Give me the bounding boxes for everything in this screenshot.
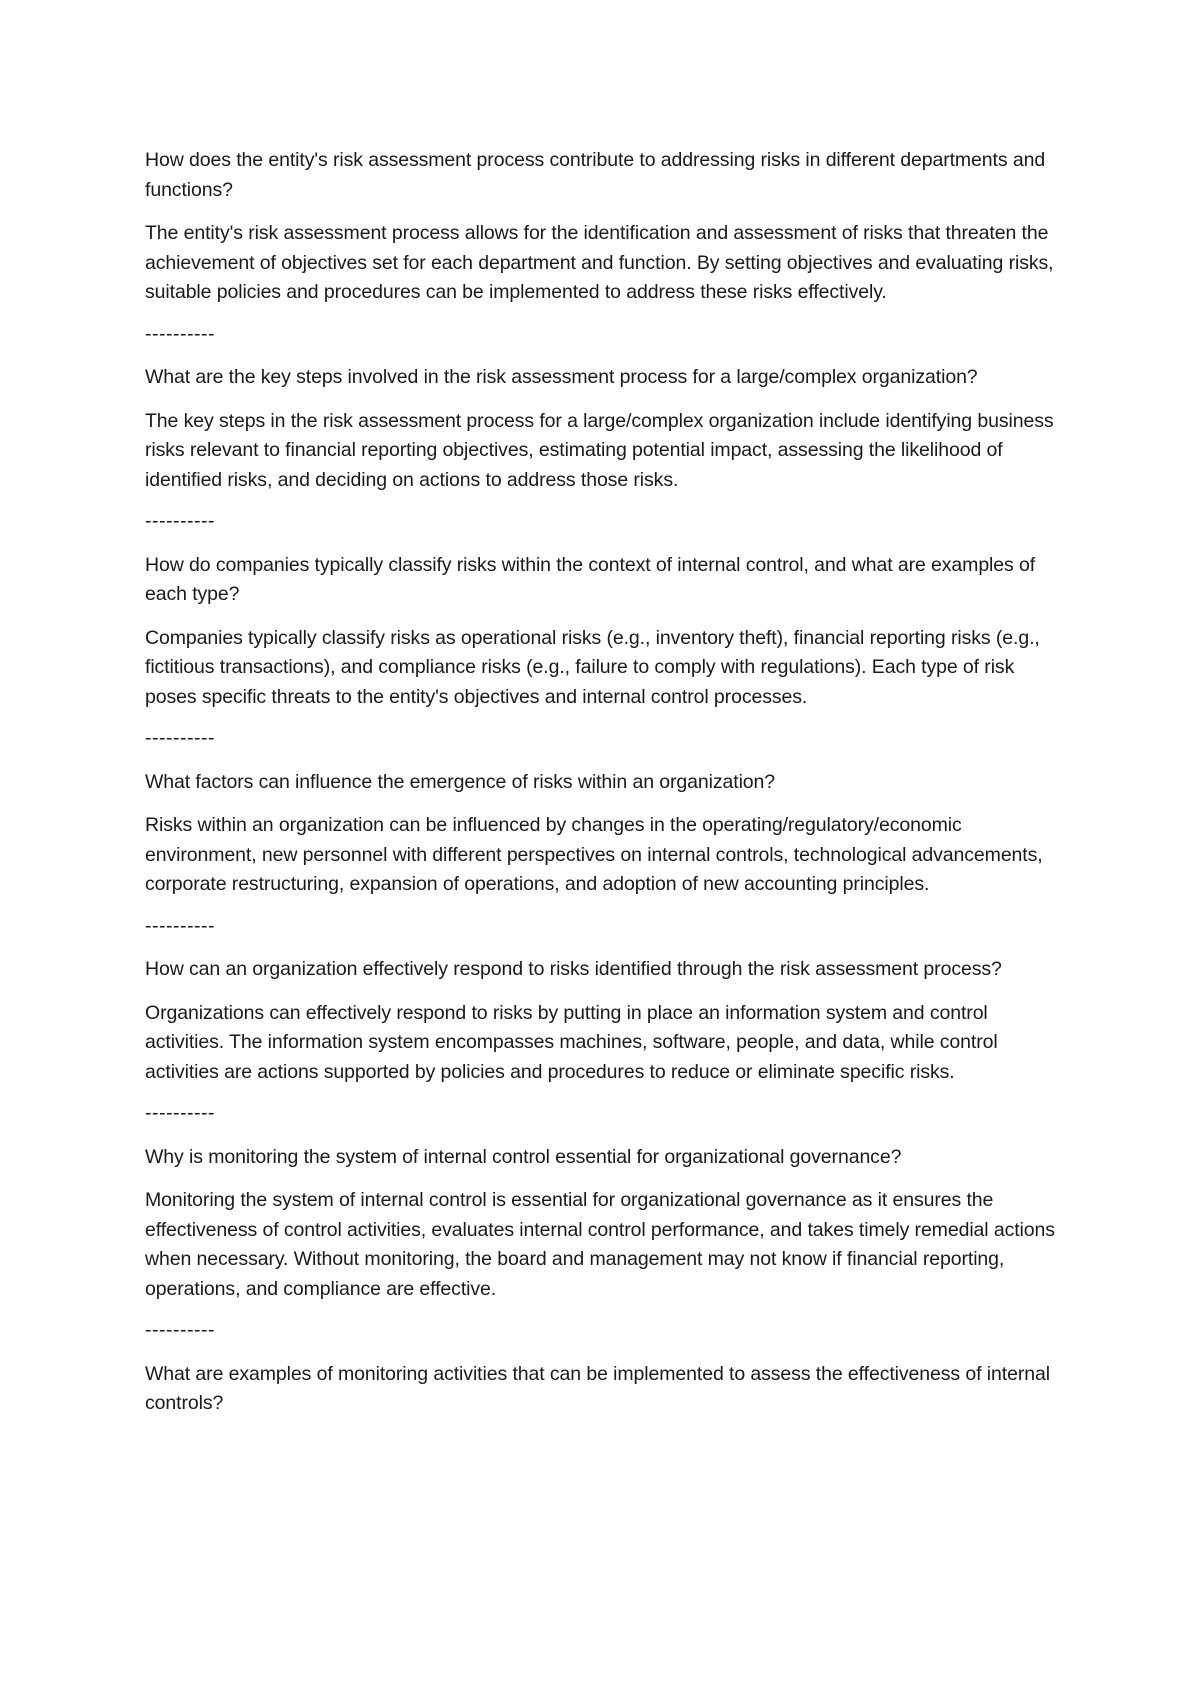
separator-line: ---------- [145,510,215,532]
separator-line: ---------- [145,322,215,345]
question-text: How does the entity's risk assessment process contribute to addressing risks in different departments and functions? [145,149,1046,201]
qa-block [145,1360,1065,1419]
answer-text: Organizations can effectively respond to risks by putting in place an information system and control activities. The information system encompasses machines, software, people, and data, while control activities are actions supported by policies and procedures to reduce or eliminate specific risks. [145,1001,998,1083]
question-text: How can an organization effectively respond to risks identified through the risk assessment process? [145,958,1002,980]
qa-block [145,955,1065,1129]
question-text: How do companies typically classify risks within the context of internal control, and what are examples of each type? [145,553,1036,605]
qa-block [145,1143,1065,1346]
question-text: What factors can influence the emergence of risks within an organization? [145,770,776,793]
answer-text: Companies typically classify risks as operational risks (e.g., inventory theft), financial reporting risks (e.g., fictitious transactions), and compliance risks (e.g., failure to comply with regulations). Each type of risk poses specific threats to the entity's objectives and internal control processes. [145,626,1040,708]
question-text: What are examples of monitoring activities that can be implemented to assess the effectiveness of internal controls? [145,1362,1050,1414]
answer-text: The key steps in the risk assessment process for a large/complex organization include identifying business risks relevant to financial reporting objectives, estimating potential impact, assessing the likelihood of identified risks, and deciding on actions to address those risks. [145,409,1054,491]
answer-text: The entity's risk assessment process allows for the identification and assessment of risks that threaten the achievement of objectives set for each department and function. By setting objectives and evaluating risks, suitable policies and procedures can be implemented to address these risks effectively. [145,222,1054,303]
answer-text: Monitoring the system of internal control is essential for organizational governance as it ensures the effectiveness of control activities, evaluates internal control performance, and takes timely remedial actions when necessary. Without monitoring, the board and management may not know if financial reporting, operations, and compliance are effective. [145,1189,1055,1300]
separator-line: ---------- [145,1319,215,1341]
document-body [145,146,1065,1433]
answer-text: Risks within an organization can be influenced by changes in the operating/regulatory/economic environment, new personnel with different perspectives on internal controls, technological advancements, corporate restructuring, expansion of operations, and adoption of new accounting principles. [145,814,1043,895]
separator-line: ---------- [145,1102,215,1124]
qa-block [145,551,1065,754]
qa-block [145,146,1065,349]
question-text: What are the key steps involved in the risk assessment process for a large/complex organization? [145,366,978,388]
separator-line: ---------- [145,727,215,749]
question-text: Why is monitoring the system of internal control essential for organizational governance? [145,1145,902,1168]
qa-block [145,363,1065,537]
qa-block [145,768,1065,942]
separator-line: ---------- [145,914,215,937]
